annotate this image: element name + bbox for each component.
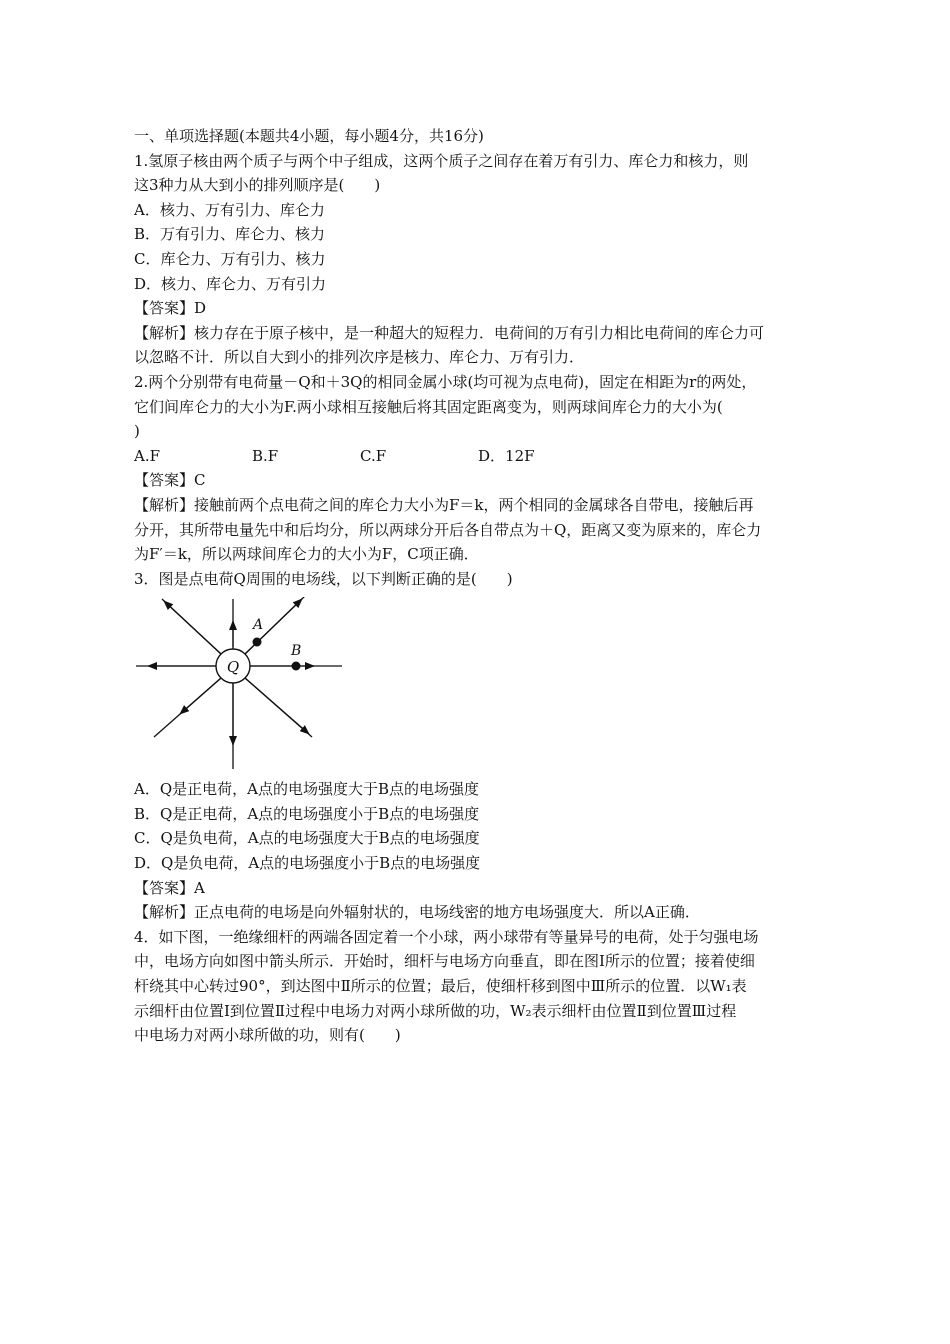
- question-1: [134, 149, 824, 370]
- q1-analysis-line-2: 以忽略不计．所以自大到小的排列次序是核力、库仑力、万有引力．: [134, 348, 585, 367]
- q2-option-d: D．12F: [478, 446, 535, 465]
- electric-field-figure: [134, 597, 824, 775]
- arrow-down-right: [245, 678, 309, 734]
- question-4: [134, 925, 824, 1048]
- q2-analysis-line-2: 分开，其所带电量先中和后均分，所以两球分开后各自带点为＋Q，距离又变为原来的，库仑力: [134, 520, 762, 539]
- q1-option-b: B．万有引力、库仑力、核力: [134, 225, 326, 244]
- q3-answer: 【答案】A: [134, 878, 205, 897]
- q4-stem-line-1: 4．如下图，一绝缘细杆的两端各固定着一个小球，两小球带有等量异号的电荷，处于匀强电场: [134, 927, 759, 946]
- q1-option-a: A．核力、万有引力、库仑力: [134, 200, 325, 219]
- q1-stem-line-2: 这3种力从大到小的排列顺序是( ): [134, 176, 381, 195]
- arrow-down-left: [180, 678, 221, 714]
- charge-label: Q: [226, 658, 240, 677]
- question-3: [134, 567, 824, 925]
- q2-stem-line-2: 它们间库仑力的大小为F.两小球相互接触后将其固定距离变为，则两球间库仑力的大小为(: [134, 397, 723, 416]
- q3-option-d: D．Q是负电荷，A点的电场强度小于B点的电场强度: [134, 854, 481, 873]
- point-b-dot: [292, 662, 301, 671]
- q3-option-a: A．Q是正电荷，A点的电场强度大于B点的电场强度: [134, 780, 479, 799]
- q3-stem: 3．图是点电荷Q周围的电场线，以下判断正确的是( ): [134, 569, 513, 588]
- point-b-label: B: [291, 643, 302, 660]
- q2-options-row: [134, 444, 824, 469]
- q2-option-b: B.F: [252, 446, 279, 465]
- q1-stem-line-1: 1.氢原子核由两个质子与两个中子组成，这两个质子之间存在着万有引力、库仑力和核力，则: [134, 151, 749, 170]
- section-heading: 一、单项选择题(本题共4小题，每小题4分，共16分): [134, 127, 484, 145]
- document-content: [134, 124, 824, 1048]
- q4-stem-line-2: 中，电场方向如图中箭头所示．开始时，细杆与电场方向垂直，即在图Ⅰ所示的位置；接着使细: [134, 952, 755, 971]
- q3-option-b: B．Q是正电荷，A点的电场强度小于B点的电场强度: [134, 804, 480, 823]
- point-a-dot: [253, 638, 262, 647]
- q1-option-d: D．核力、库仑力、万有引力: [134, 274, 327, 293]
- q4-stem-line-5: 中电场力对两小球所做的功，则有( ): [134, 1026, 401, 1045]
- q1-option-c: C．库仑力、万有引力、核力: [134, 249, 326, 268]
- point-a-label: A: [253, 617, 264, 634]
- q1-analysis-line-1: 【解析】核力存在于原子核中，是一种超大的短程力．电荷间的万有引力相比电荷间的库仑力可: [134, 323, 765, 342]
- field-lines-diagram: [134, 597, 354, 775]
- q2-stem-line-1: 2.两个分别带有电荷量－Q和＋3Q的相同金属小球(均可视为点电荷)，固定在相距为r的两处，: [134, 372, 757, 391]
- q3-analysis: 【解析】正点电荷的电场是向外辐射状的，电场线密的地方电场强度大．所以A正确．: [134, 903, 700, 922]
- arrow-up-left: [164, 601, 221, 654]
- q2-analysis-line-3: 为F′＝k，所以两球间库仑力的大小为F，C项正确．: [134, 545, 479, 564]
- q2-option-a: A.F: [134, 446, 161, 465]
- q4-stem-line-4: 示细杆由位置Ⅰ到位置Ⅱ过程中电场力对两小球所做的功，W₂表示细杆由位置Ⅱ到位置Ⅲ过程: [134, 1001, 737, 1020]
- q1-answer: 【答案】D: [134, 299, 207, 318]
- q3-option-c: C．Q是负电荷，A点的电场强度大于B点的电场强度: [134, 829, 480, 848]
- q2-option-c: C.F: [360, 446, 387, 465]
- q2-analysis-line-1: 【解析】接触前两个点电荷之间的库仑力大小为F＝k，两个相同的金属球各自带电，接触后再: [134, 495, 754, 514]
- q2-stem-line-3: ): [134, 422, 140, 441]
- q2-answer: 【答案】C: [134, 471, 206, 490]
- question-2: [134, 370, 824, 567]
- q4-stem-line-3: 杆绕其中心转过90°，到达图中Ⅱ所示的位置；最后，使细杆移到图中Ⅲ所示的位置．以W₁表: [134, 977, 747, 996]
